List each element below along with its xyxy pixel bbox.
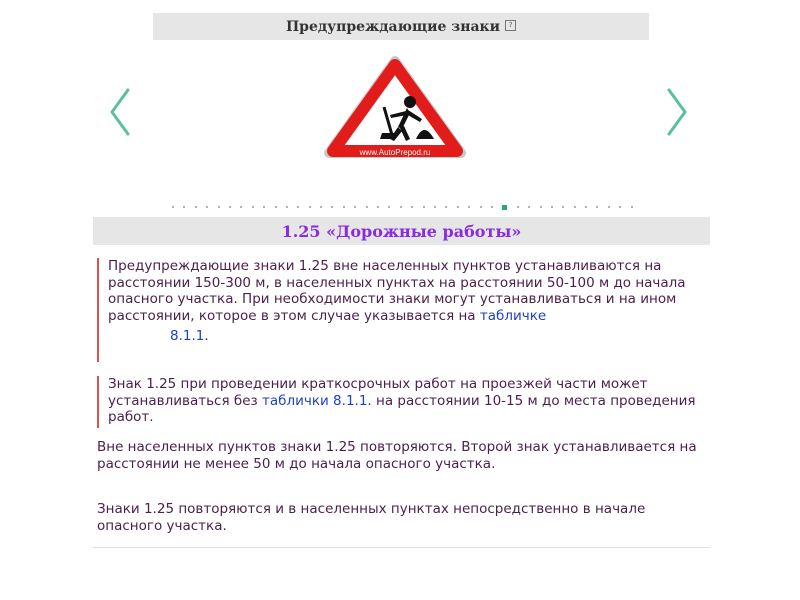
carousel-dot[interactable]: [286, 206, 288, 208]
carousel-next-button[interactable]: [665, 88, 689, 136]
carousel-dot[interactable]: [517, 206, 519, 208]
carousel-prev-button[interactable]: [108, 88, 132, 136]
carousel-dot[interactable]: [400, 206, 402, 208]
carousel-dot[interactable]: [366, 206, 368, 208]
carousel-dot[interactable]: [608, 206, 610, 208]
carousel-dot[interactable]: [172, 206, 174, 208]
paragraph-text-end: . на расстоянии 10-15 м до места проведения работ.: [108, 392, 696, 425]
carousel-dot-active[interactable]: [502, 205, 507, 210]
warning-sign-road-works: [320, 55, 470, 167]
carousel-dot[interactable]: [297, 206, 299, 208]
carousel-dot[interactable]: [320, 206, 322, 208]
carousel-dot[interactable]: [491, 206, 493, 208]
carousel-dot[interactable]: [331, 206, 333, 208]
divider: [93, 547, 710, 548]
carousel-dot[interactable]: [218, 206, 220, 208]
carousel-dot[interactable]: [528, 206, 530, 208]
carousel-dot[interactable]: [354, 206, 356, 208]
carousel-dot[interactable]: [252, 206, 254, 208]
quote-paragraph-distance: [97, 258, 708, 362]
sign-watermark: www.AutoPrepod.ru: [359, 148, 431, 157]
carousel-dot[interactable]: [540, 206, 542, 208]
carousel-dot[interactable]: [343, 206, 345, 208]
help-icon[interactable]: ?: [505, 20, 516, 31]
carousel-dot[interactable]: [434, 206, 436, 208]
carousel-dot[interactable]: [468, 206, 470, 208]
carousel-dot[interactable]: [275, 206, 277, 208]
header-bar: [153, 13, 649, 40]
carousel-dot[interactable]: [423, 206, 425, 208]
carousel-dot[interactable]: [562, 206, 564, 208]
paragraph-end: .: [204, 328, 209, 344]
plate-8-1-1-link[interactable]: 8.1.1: [170, 328, 205, 344]
paragraph-repeat-inside: Знаки 1.25 повторяются и в населенных пунктах непосредственно в начале опасного участка.: [97, 501, 646, 534]
paragraph-repeat-outside: Вне населенных пунктов знаки 1.25 повторяются. Второй знак устанавливается на расстоянии не менее 50 м до начала опасного участка.: [97, 439, 697, 472]
carousel-dot[interactable]: [445, 206, 447, 208]
carousel-dot[interactable]: [195, 206, 197, 208]
page-title: Предупреждающие знаки: [285, 18, 501, 35]
carousel-dot[interactable]: [206, 206, 208, 208]
carousel-dot[interactable]: [585, 206, 587, 208]
paragraph-text: Предупреждающие знаки 1.25 вне населенных пунктов устанавливаются на расстоянии 150-300 м, в населенных пунктах на расстоянии 50-100 м до начала опасного участка. При необходимости знаки могут устанавливаться и на ином расстоянии, которое в этом случае указывается на: [108, 258, 686, 324]
carousel-dot[interactable]: [240, 206, 242, 208]
carousel-dot[interactable]: [411, 206, 413, 208]
chevron-left-icon: [112, 90, 128, 134]
carousel-dot[interactable]: [596, 206, 598, 208]
plate-link[interactable]: табличке: [479, 307, 547, 324]
carousel-dot[interactable]: [551, 206, 553, 208]
plate-number-line: [170, 328, 708, 345]
sign-title-bar: [93, 217, 710, 245]
carousel-dot[interactable]: [229, 206, 231, 208]
carousel-dot[interactable]: [388, 206, 390, 208]
sign-title: 1.25 «Дорожные работы»: [281, 221, 522, 241]
carousel-dot[interactable]: [377, 206, 379, 208]
plates-8-1-1-link[interactable]: таблички 8.1.1: [262, 392, 368, 409]
carousel-dot[interactable]: [309, 206, 311, 208]
quote-paragraph-short-term: [97, 376, 708, 428]
carousel-dot[interactable]: [183, 206, 185, 208]
carousel-dot[interactable]: [631, 206, 633, 208]
carousel-dot[interactable]: [480, 206, 482, 208]
paragraph-text: Знак 1.25 при проведении краткосрочных работ на проезжей части может устанавливаться без: [108, 376, 648, 409]
carousel-dot[interactable]: [619, 206, 621, 208]
carousel-dot[interactable]: [263, 206, 265, 208]
carousel-dot[interactable]: [574, 206, 576, 208]
chevron-right-icon: [669, 90, 685, 134]
carousel-pagination: [172, 200, 632, 214]
carousel-dot[interactable]: [457, 206, 459, 208]
